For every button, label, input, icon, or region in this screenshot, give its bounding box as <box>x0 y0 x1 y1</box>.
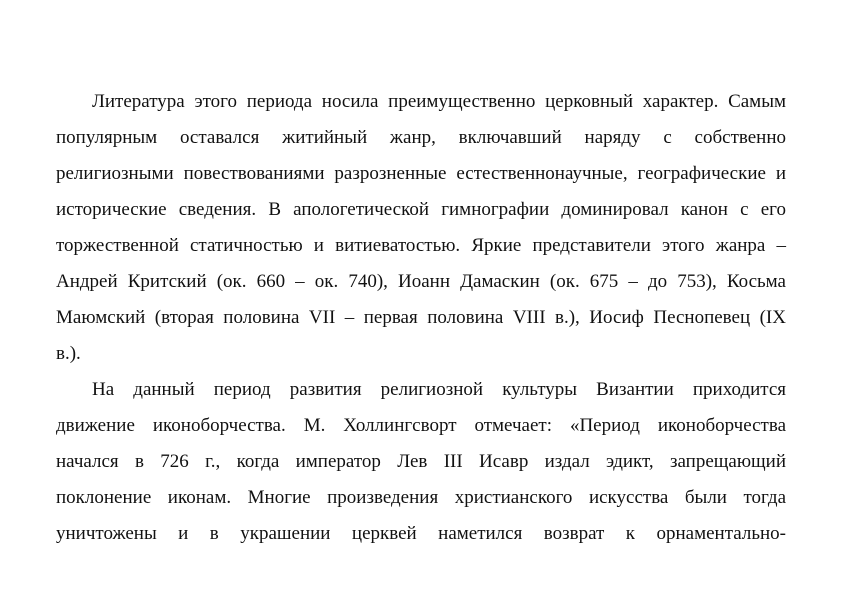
paragraph-1-line-2: популярным оставался житийный жанр, включавший наряду с собственно <box>56 127 786 148</box>
paragraph-2-line-5: уничтожены и в украшении церквей наметился возврат к орнаментально- <box>56 523 786 544</box>
paragraph-1-line-1: Литература этого периода носила преимущественно церковный характер. Самым <box>92 91 786 112</box>
paragraph-1-line-6: Андрей Критский (ок. 660 – ок. 740), Иоанн Дамаскин (ок. 675 – до 753), Косьма <box>56 271 786 292</box>
paragraph-1-line-4: исторические сведения. В апологетической гимнографии доминировал канон с его <box>56 199 786 220</box>
body-text <box>56 84 786 552</box>
paragraph-2-line-2: движение иконоборчества. М. Холлингсворт отмечает: «Период иконоборчества <box>56 415 786 436</box>
paragraph-2-line-3: начался в 726 г., когда император Лев III Исавр издал эдикт, запрещающий <box>56 451 786 472</box>
paragraph-1-line-8: в.). <box>56 343 81 364</box>
paragraph-2-line-1: На данный период развития религиозной культуры Византии приходится <box>92 379 786 400</box>
paragraph-1-line-7: Маюмский (вторая половина VII – первая половина VIII в.), Иосиф Песнопевец (IX <box>56 307 786 328</box>
paragraph-1-line-5: торжественной статичностью и витиеватостью. Яркие представители этого жанра – <box>56 235 786 256</box>
paragraph-1-line-3: религиозными повествованиями разрозненные естественнонаучные, географические и <box>56 163 786 184</box>
paragraph-2-line-4: поклонение иконам. Многие произведения христианского искусства были тогда <box>56 487 786 508</box>
